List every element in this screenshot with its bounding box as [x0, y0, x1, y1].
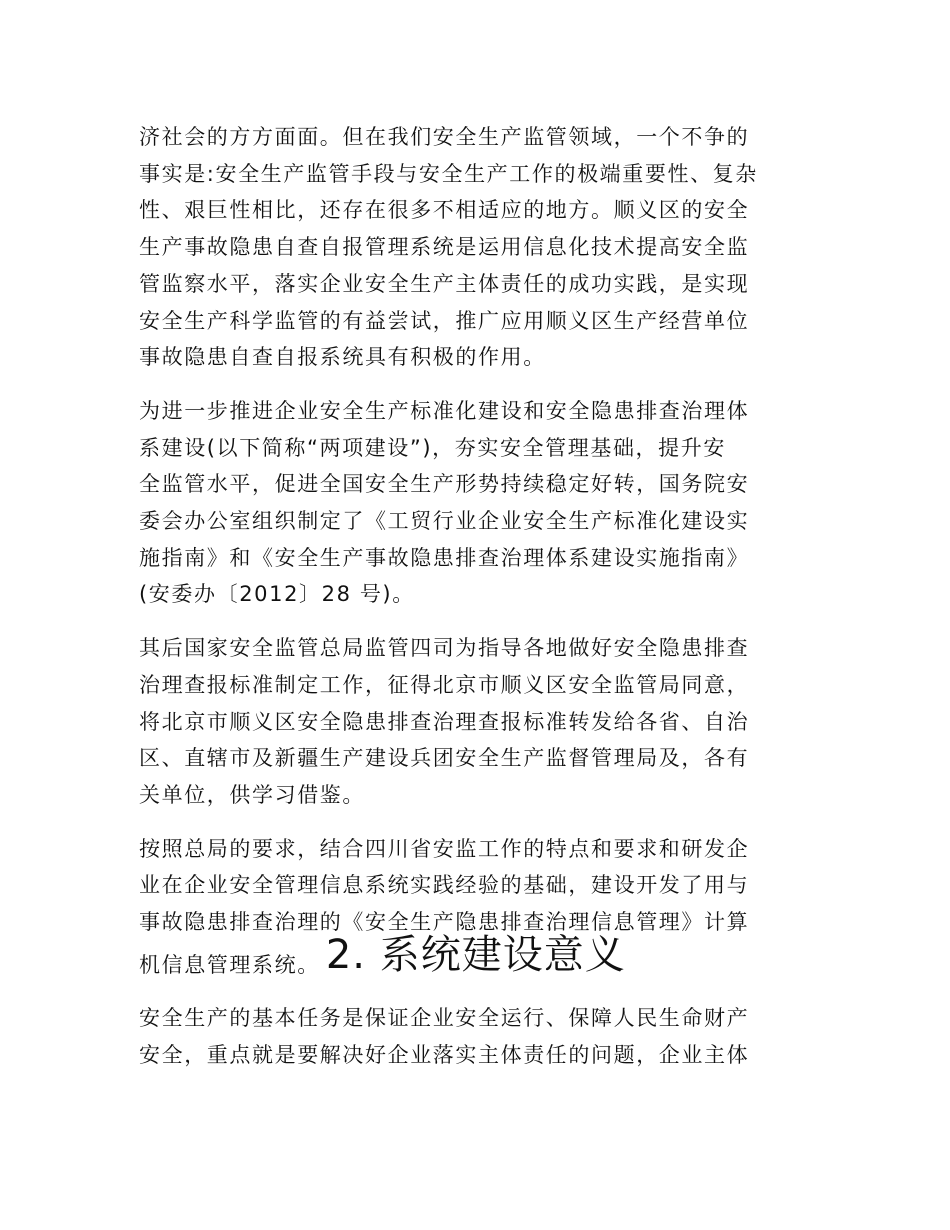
paragraph-3 — [139, 630, 811, 814]
text-line-with-heading — [139, 931, 811, 984]
paragraph-5 — [139, 1000, 811, 1073]
text-line: 委会办公室组织制定了《工贸行业企业安全生产标准化建设实 — [139, 509, 750, 534]
text-line: 事实是:安全生产监管手段与安全生产工作的极端重要性、复杂 — [139, 161, 758, 186]
text-line: 业在企业安全管理信息系统实践经验的基础，建设开发了用与 — [139, 873, 750, 898]
paragraph-2 — [139, 393, 811, 613]
document-body — [139, 119, 811, 1091]
text-line: 安全生产的基本任务是保证企业安全运行、保障人民生命财产 — [139, 1006, 750, 1031]
text-line: 安全，重点就是要解决好企业落实主体责任的问题，企业主体 — [139, 1043, 750, 1068]
text-line: 性、艰巨性相比，还存在很多不相适应的地方。顺义区的安全 — [139, 198, 750, 223]
text-line: 区、直辖市及新疆生产建设兵团安全生产监督管理局及，各有 — [139, 746, 750, 771]
section-heading: 2. 系统建设意义 — [325, 931, 626, 978]
text-line: 其后国家安全监管总局监管四司为指导各地做好安全隐患排查 — [139, 636, 750, 661]
text-line: 系建设(以下简称“两项建设”)，夯实安全管理基础，提升安 — [139, 435, 726, 460]
text-line: 生产事故隐患自查自报管理系统是运用信息化技术提高安全监 — [139, 235, 750, 260]
text-line: 施指南》和《安全生产事故隐患排查治理体系建设实施指南》 — [139, 545, 750, 570]
paragraph-4 — [139, 831, 811, 984]
text-line: 机信息管理系统。 — [139, 952, 320, 977]
text-line: 按照总局的要求，结合四川省安监工作的特点和要求和研发企 — [139, 836, 750, 861]
text-line: (安委办〔2012〕28 号)。 — [139, 582, 415, 607]
text-line: 事故隐患排查治理的《安全生产隐患排查治理信息管理》计算 — [139, 910, 750, 935]
text-line: 关单位，供学习借鉴。 — [139, 782, 365, 807]
text-line: 全监管水平，促进全国安全生产形势持续稳定好转，国务院安 — [139, 472, 750, 497]
text-line: 管监察水平，落实企业安全生产主体责任的成功实践，是实现 — [139, 271, 750, 296]
text-line: 治理查报标准制定工作，征得北京市顺义区安全监管局同意， — [139, 672, 750, 697]
text-line: 将北京市顺义区安全隐患排查治理查报标准转发给各省、自治 — [139, 709, 750, 734]
paragraph-1 — [139, 119, 811, 376]
text-line: 济社会的方方面面。但在我们安全生产监管领域，一个不争的 — [139, 125, 750, 149]
text-line: 事故隐患自查自报系统具有积极的作用。 — [139, 345, 546, 370]
text-line: 安全生产科学监管的有益尝试，推广应用顺义区生产经营单位 — [139, 308, 750, 333]
text-line: 为进一步推进企业安全生产标准化建设和安全隐患排查治理体 — [139, 398, 750, 423]
